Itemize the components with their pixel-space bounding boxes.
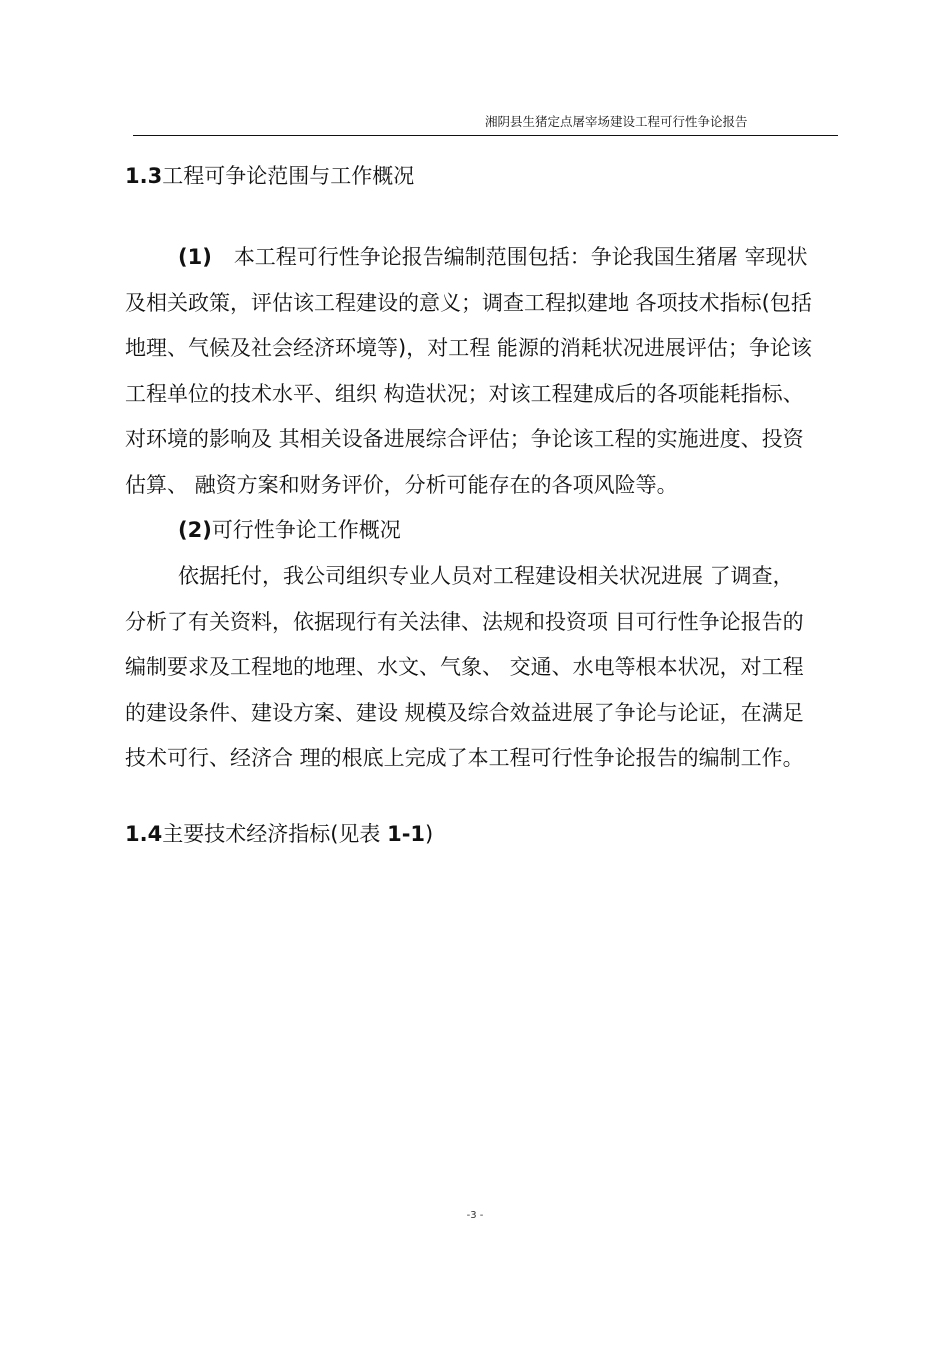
paragraph-line: (1) 本工程可行性争论报告编制范围包括：争论我国生猪屠 宰现状 (178, 245, 808, 269)
paragraph-line: 工程单位的技术水平、组织 构造状况；对该工程建成后的各项能耗指标、 (125, 381, 804, 406)
section-title-end: ) (425, 822, 434, 846)
page-number: -3 - (466, 1210, 484, 1221)
section-heading-1-3 (125, 160, 414, 190)
paragraph-line: 估算、 融资方案和财务评价，分析可能存在的各项风险等。 (125, 472, 678, 497)
running-header-title: 湘阴县生猪定点屠宰场建设工程可行性争论报告 (485, 114, 748, 129)
paragraph-line: 依据托付，我公司组织专业人员对工程建设相关状况进展 了调查， (178, 564, 794, 588)
paragraph-line: 编制要求及工程地的地理、水文、气象、 交通、水电等根本状况，对工程 (125, 655, 804, 679)
paragraph-line: 及相关政策，评估该工程建设的意义；调查工程拟建地 各项技术指标(包括 (125, 290, 812, 315)
paragraph-line: 对环境的影响及 其相关设备进展综合评估；争论该工程的实施进度、投资 (125, 427, 804, 451)
header-divider (133, 135, 838, 136)
paragraph-line: 的建设条件、建设方案、建设 规模及综合效益进展了争论与论证，在满足 (125, 700, 804, 725)
table-reference: 1-1 (387, 822, 426, 846)
section-number: 1.4 (125, 822, 163, 846)
paragraph-line: 技术可行、经济合 理的根底上完成了本工程可行性争论报告的编制工作。 (125, 746, 804, 770)
item-marker: (2) (178, 518, 212, 542)
section-number: 1.3 (125, 164, 163, 188)
item-marker: (1) (178, 245, 212, 269)
section-heading-1-4 (125, 818, 433, 848)
paragraph-work-overview-heading (125, 508, 840, 554)
section-title: 主要技术经济指标(见表 (162, 822, 388, 846)
paragraph-work-overview (125, 554, 840, 782)
section-title: 工程可争论范围与工作概况 (162, 164, 415, 188)
paragraph-line: 分析了有关资料，依据现行有关法律、法规和投资项 目可行性争论报告的 (125, 609, 804, 634)
paragraph-line: 地理、气候及社会经济环境等)，对工程 能源的消耗状况进展评估；争论该 (125, 336, 812, 360)
paragraph-scope (125, 235, 840, 508)
paragraph-line: (2)可行性争论工作概况 (178, 518, 401, 542)
